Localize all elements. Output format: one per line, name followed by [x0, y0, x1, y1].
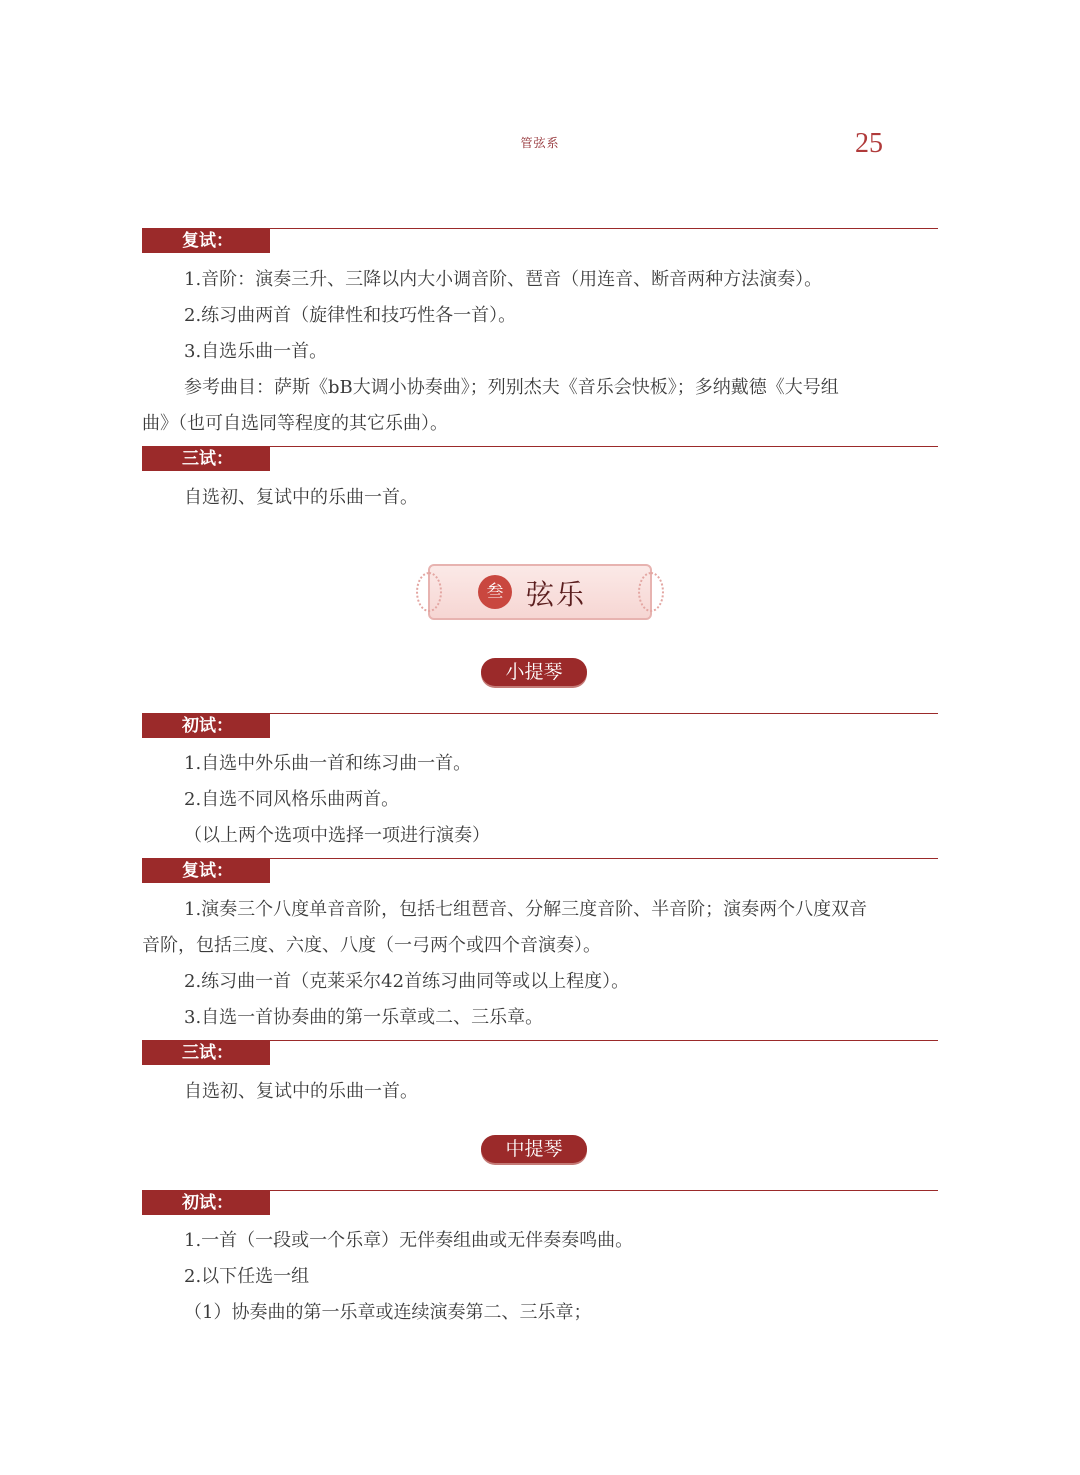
- section-label: 三试：: [142, 1041, 270, 1065]
- text-line: 1.一首（一段或一个乐章）无伴奏组曲或无伴奏奏鸣曲。: [184, 1230, 634, 1251]
- section-bar-first: [142, 713, 938, 741]
- text-line: 自选初、复试中的乐曲一首。: [184, 1081, 418, 1102]
- section-bar-first: [142, 1190, 938, 1218]
- section-bar-retest: [142, 858, 938, 886]
- banner-title: 弦乐: [526, 578, 587, 611]
- text-line: 2.练习曲两首（旋律性和技巧性各一首）。: [184, 305, 517, 326]
- text-line: 自选初、复试中的乐曲一首。: [184, 487, 418, 508]
- text-line: （1）协奏曲的第一乐章或连续演奏第二、三乐章；: [184, 1302, 592, 1323]
- section-label: 三试：: [142, 447, 270, 471]
- section-banner: [428, 564, 652, 620]
- section-bar-third: [142, 446, 938, 474]
- text-line: 1.自选中外乐曲一首和练习曲一首。: [184, 753, 472, 774]
- text-line: （以上两个选项中选择一项进行演奏）: [184, 825, 490, 846]
- page-number: 25: [855, 128, 883, 159]
- section-label: 复试：: [142, 229, 270, 253]
- section-label: 初试：: [142, 714, 270, 738]
- text-line: 1.演奏三个八度单音音阶，包括七组琶音、分解三度音阶、半音阶；演奏两个八度双音: [184, 899, 868, 920]
- section-bar-retest: [142, 228, 938, 256]
- text-line: 参考曲目：萨斯《bB大调小协奏曲》；列别杰夫《音乐会快板》；多纳戴德《大号组: [184, 377, 839, 398]
- text-line: 3.自选一首协奏曲的第一乐章或二、三乐章。: [184, 1007, 544, 1028]
- text-line: 2.以下任选一组: [184, 1266, 310, 1287]
- section-label: 复试：: [142, 859, 270, 883]
- text-line: 2.自选不同风格乐曲两首。: [184, 789, 400, 810]
- instrument-heading-violin: 小提琴: [481, 658, 587, 686]
- text-line: 音阶，包括三度、六度、八度（一弓两个或四个音演奏）。: [142, 935, 601, 956]
- running-header: 管弦系: [520, 136, 560, 150]
- instrument-heading-viola: 中提琴: [481, 1135, 587, 1163]
- text-line: 2.练习曲一首（克莱采尔42首练习曲同等或以上程度）。: [184, 971, 630, 992]
- section-bar-third: [142, 1040, 938, 1068]
- text-line: 曲》（也可自选同等程度的其它乐曲）。: [142, 413, 448, 434]
- text-line: 1.音阶：演奏三升、三降以内大小调音阶、琶音（用连音、断音两种方法演奏）。: [184, 269, 823, 290]
- text-line: 3.自选乐曲一首。: [184, 341, 328, 362]
- section-label: 初试：: [142, 1191, 270, 1215]
- numeral-seal: 叁: [478, 575, 512, 609]
